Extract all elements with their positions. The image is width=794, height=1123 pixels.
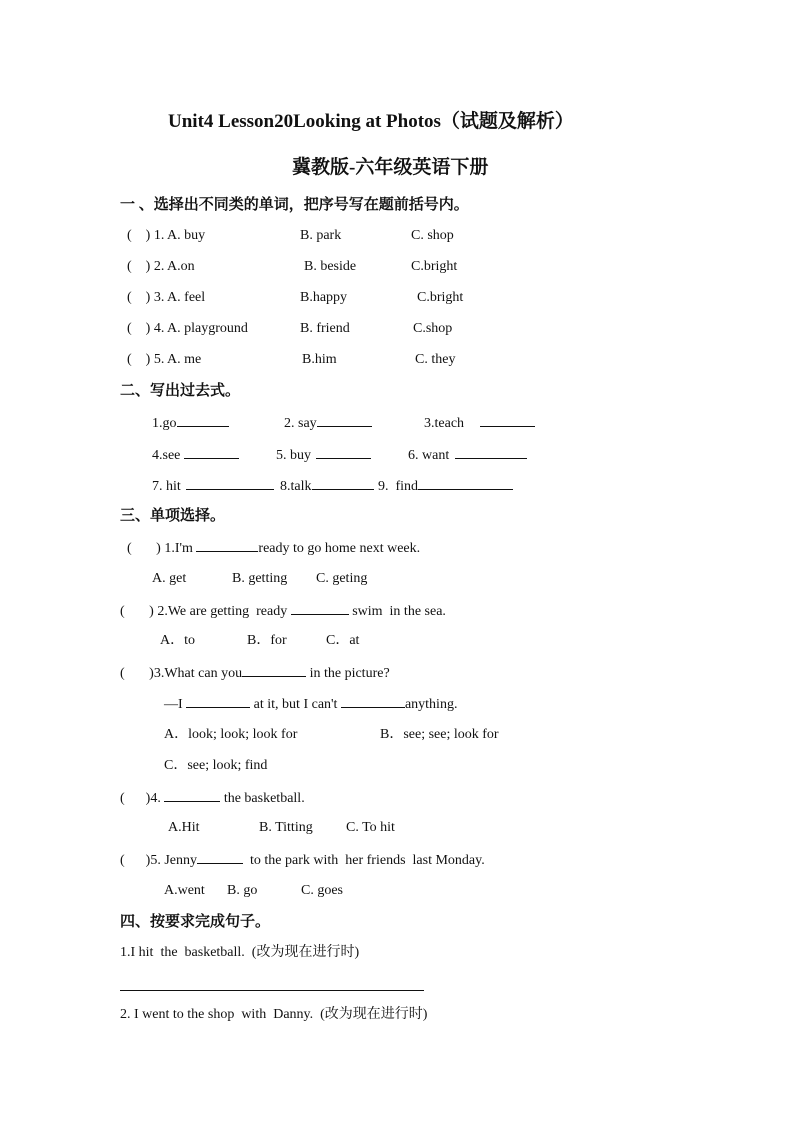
s2-item-find bbox=[378, 476, 513, 496]
s1-q5-option-c: C. they bbox=[415, 352, 456, 367]
answer-blank[interactable] bbox=[418, 476, 513, 490]
s1-q1-option-b: B. park bbox=[300, 228, 342, 243]
s2-word: 8.talk bbox=[280, 479, 312, 494]
s3-q4-post: the basketball. bbox=[220, 791, 305, 806]
s2-word: 9. find bbox=[378, 479, 419, 494]
s3-q2-option-b: B．for bbox=[247, 633, 287, 648]
s3-q1-pre: ( ) 1.I'm bbox=[127, 541, 197, 556]
s3-q1-option-c: C. geting bbox=[316, 571, 368, 586]
answer-blank[interactable] bbox=[312, 476, 374, 490]
section-1-heading: 一 、选择出不同类的单词，把序号写在题前括号内。 bbox=[120, 197, 469, 213]
s4-q1-answer-line[interactable] bbox=[120, 990, 424, 991]
section-3-heading: 三、单项选择。 bbox=[120, 508, 226, 524]
s2-item-teach bbox=[424, 413, 535, 433]
s2-item-say bbox=[284, 413, 372, 433]
answer-blank[interactable] bbox=[242, 663, 306, 677]
answer-blank[interactable] bbox=[184, 445, 239, 459]
s2-word: 3.teach bbox=[424, 416, 465, 431]
s3-q3-pre: ( )3.What can you bbox=[120, 666, 243, 681]
answer-blank[interactable] bbox=[480, 413, 535, 427]
s1-q3-stem: ( ) 3. A. feel bbox=[127, 290, 206, 305]
s2-word: 1.go bbox=[152, 416, 177, 431]
s2-item-hit bbox=[152, 476, 274, 496]
s3-q2-pre: ( ) 2.We are getting ready bbox=[120, 604, 291, 619]
s1-q5-option-b: B.him bbox=[302, 352, 337, 367]
answer-blank[interactable] bbox=[177, 413, 229, 427]
s3-q3-l2b: at it, but I can't bbox=[250, 697, 341, 712]
s1-q4-option-c: C.shop bbox=[413, 321, 453, 336]
s3-q3-l2c: anything. bbox=[404, 697, 458, 712]
s3-q5-option-a: A.went bbox=[164, 883, 205, 898]
s2-word: 4.see bbox=[152, 448, 181, 463]
s3-q4-option-a: A.Hit bbox=[168, 820, 200, 835]
s3-q3-l2a: —I bbox=[164, 697, 187, 712]
page-subtitle: 冀教版-六年级英语下册 bbox=[292, 157, 489, 178]
s3-q4 bbox=[120, 788, 305, 808]
s1-q4-option-b: B. friend bbox=[300, 321, 350, 336]
answer-blank[interactable] bbox=[186, 476, 274, 490]
answer-blank[interactable] bbox=[455, 445, 527, 459]
s3-q3-post: in the picture? bbox=[306, 666, 390, 681]
s3-q3-option-c: C．see; look; find bbox=[164, 758, 268, 773]
s3-q5 bbox=[120, 850, 485, 870]
s3-q3-option-a: A．look; look; look for bbox=[164, 727, 298, 742]
s4-q1: 1.I hit the basketball. (改为现在进行时) bbox=[120, 945, 360, 960]
s3-q5-option-b: B. go bbox=[227, 883, 258, 898]
s3-q5-pre: ( )5. Jenny bbox=[120, 853, 197, 868]
s2-item-see bbox=[152, 445, 239, 465]
answer-blank[interactable] bbox=[316, 445, 371, 459]
s3-q1 bbox=[127, 538, 420, 558]
s2-item-talk bbox=[280, 476, 374, 496]
s3-q1-post: ready to go home next week. bbox=[258, 541, 421, 556]
answer-blank[interactable] bbox=[317, 413, 372, 427]
section-2-heading: 二、写出过去式。 bbox=[120, 383, 241, 399]
answer-blank[interactable] bbox=[291, 601, 349, 615]
s1-q3-option-c: C.bright bbox=[417, 290, 464, 305]
s1-q2-option-c: C.bright bbox=[411, 259, 458, 274]
s3-q2-option-a: A．to bbox=[160, 633, 195, 648]
s1-q2-option-b: B. beside bbox=[304, 259, 357, 274]
s3-q4-pre: ( )4. bbox=[120, 791, 165, 806]
s3-q3-option-b: B．see; see; look for bbox=[380, 727, 499, 742]
s1-q4-stem: ( ) 4. A. playground bbox=[127, 321, 248, 336]
s2-item-buy bbox=[276, 445, 371, 465]
s3-q3 bbox=[120, 663, 390, 683]
s2-word: 6. want bbox=[408, 448, 450, 463]
s3-q5-post: to the park with her friends last Monday. bbox=[243, 853, 485, 868]
s2-item-want bbox=[408, 445, 527, 465]
s2-item-go bbox=[152, 413, 229, 433]
page-title: Unit4 Lesson20Looking at Photos（试题及解析） bbox=[168, 111, 574, 132]
answer-blank[interactable] bbox=[341, 694, 405, 708]
answer-blank[interactable] bbox=[186, 694, 250, 708]
answer-blank[interactable] bbox=[196, 538, 258, 552]
s3-q5-option-c: C. goes bbox=[301, 883, 343, 898]
s1-q1-stem: ( ) 1. A. buy bbox=[127, 228, 206, 243]
s3-q4-option-c: C. To hit bbox=[346, 820, 395, 835]
s4-q2: 2. I went to the shop with Danny. (改为现在进行时) bbox=[120, 1007, 428, 1022]
s3-q2 bbox=[120, 601, 446, 621]
s1-q1-option-c: C. shop bbox=[411, 228, 454, 243]
section-4-heading: 四、按要求完成句子。 bbox=[120, 914, 271, 930]
s3-q1-option-a: A. get bbox=[152, 571, 187, 586]
s3-q3-line2 bbox=[164, 694, 457, 714]
answer-blank[interactable] bbox=[164, 788, 220, 802]
s1-q2-stem: ( ) 2. A.on bbox=[127, 259, 195, 274]
s3-q4-option-b: B. Titting bbox=[259, 820, 313, 835]
s3-q2-post: swim in the sea. bbox=[348, 604, 446, 619]
s2-word: 7. hit bbox=[152, 479, 181, 494]
s2-word: 2. say bbox=[284, 416, 317, 431]
s2-word: 5. buy bbox=[276, 448, 311, 463]
s3-q1-option-b: B. getting bbox=[232, 571, 288, 586]
answer-blank[interactable] bbox=[197, 850, 243, 864]
s1-q3-option-b: B.happy bbox=[300, 290, 348, 305]
s1-q5-stem: ( ) 5. A. me bbox=[127, 352, 202, 367]
s3-q2-option-c: C．at bbox=[326, 633, 360, 648]
